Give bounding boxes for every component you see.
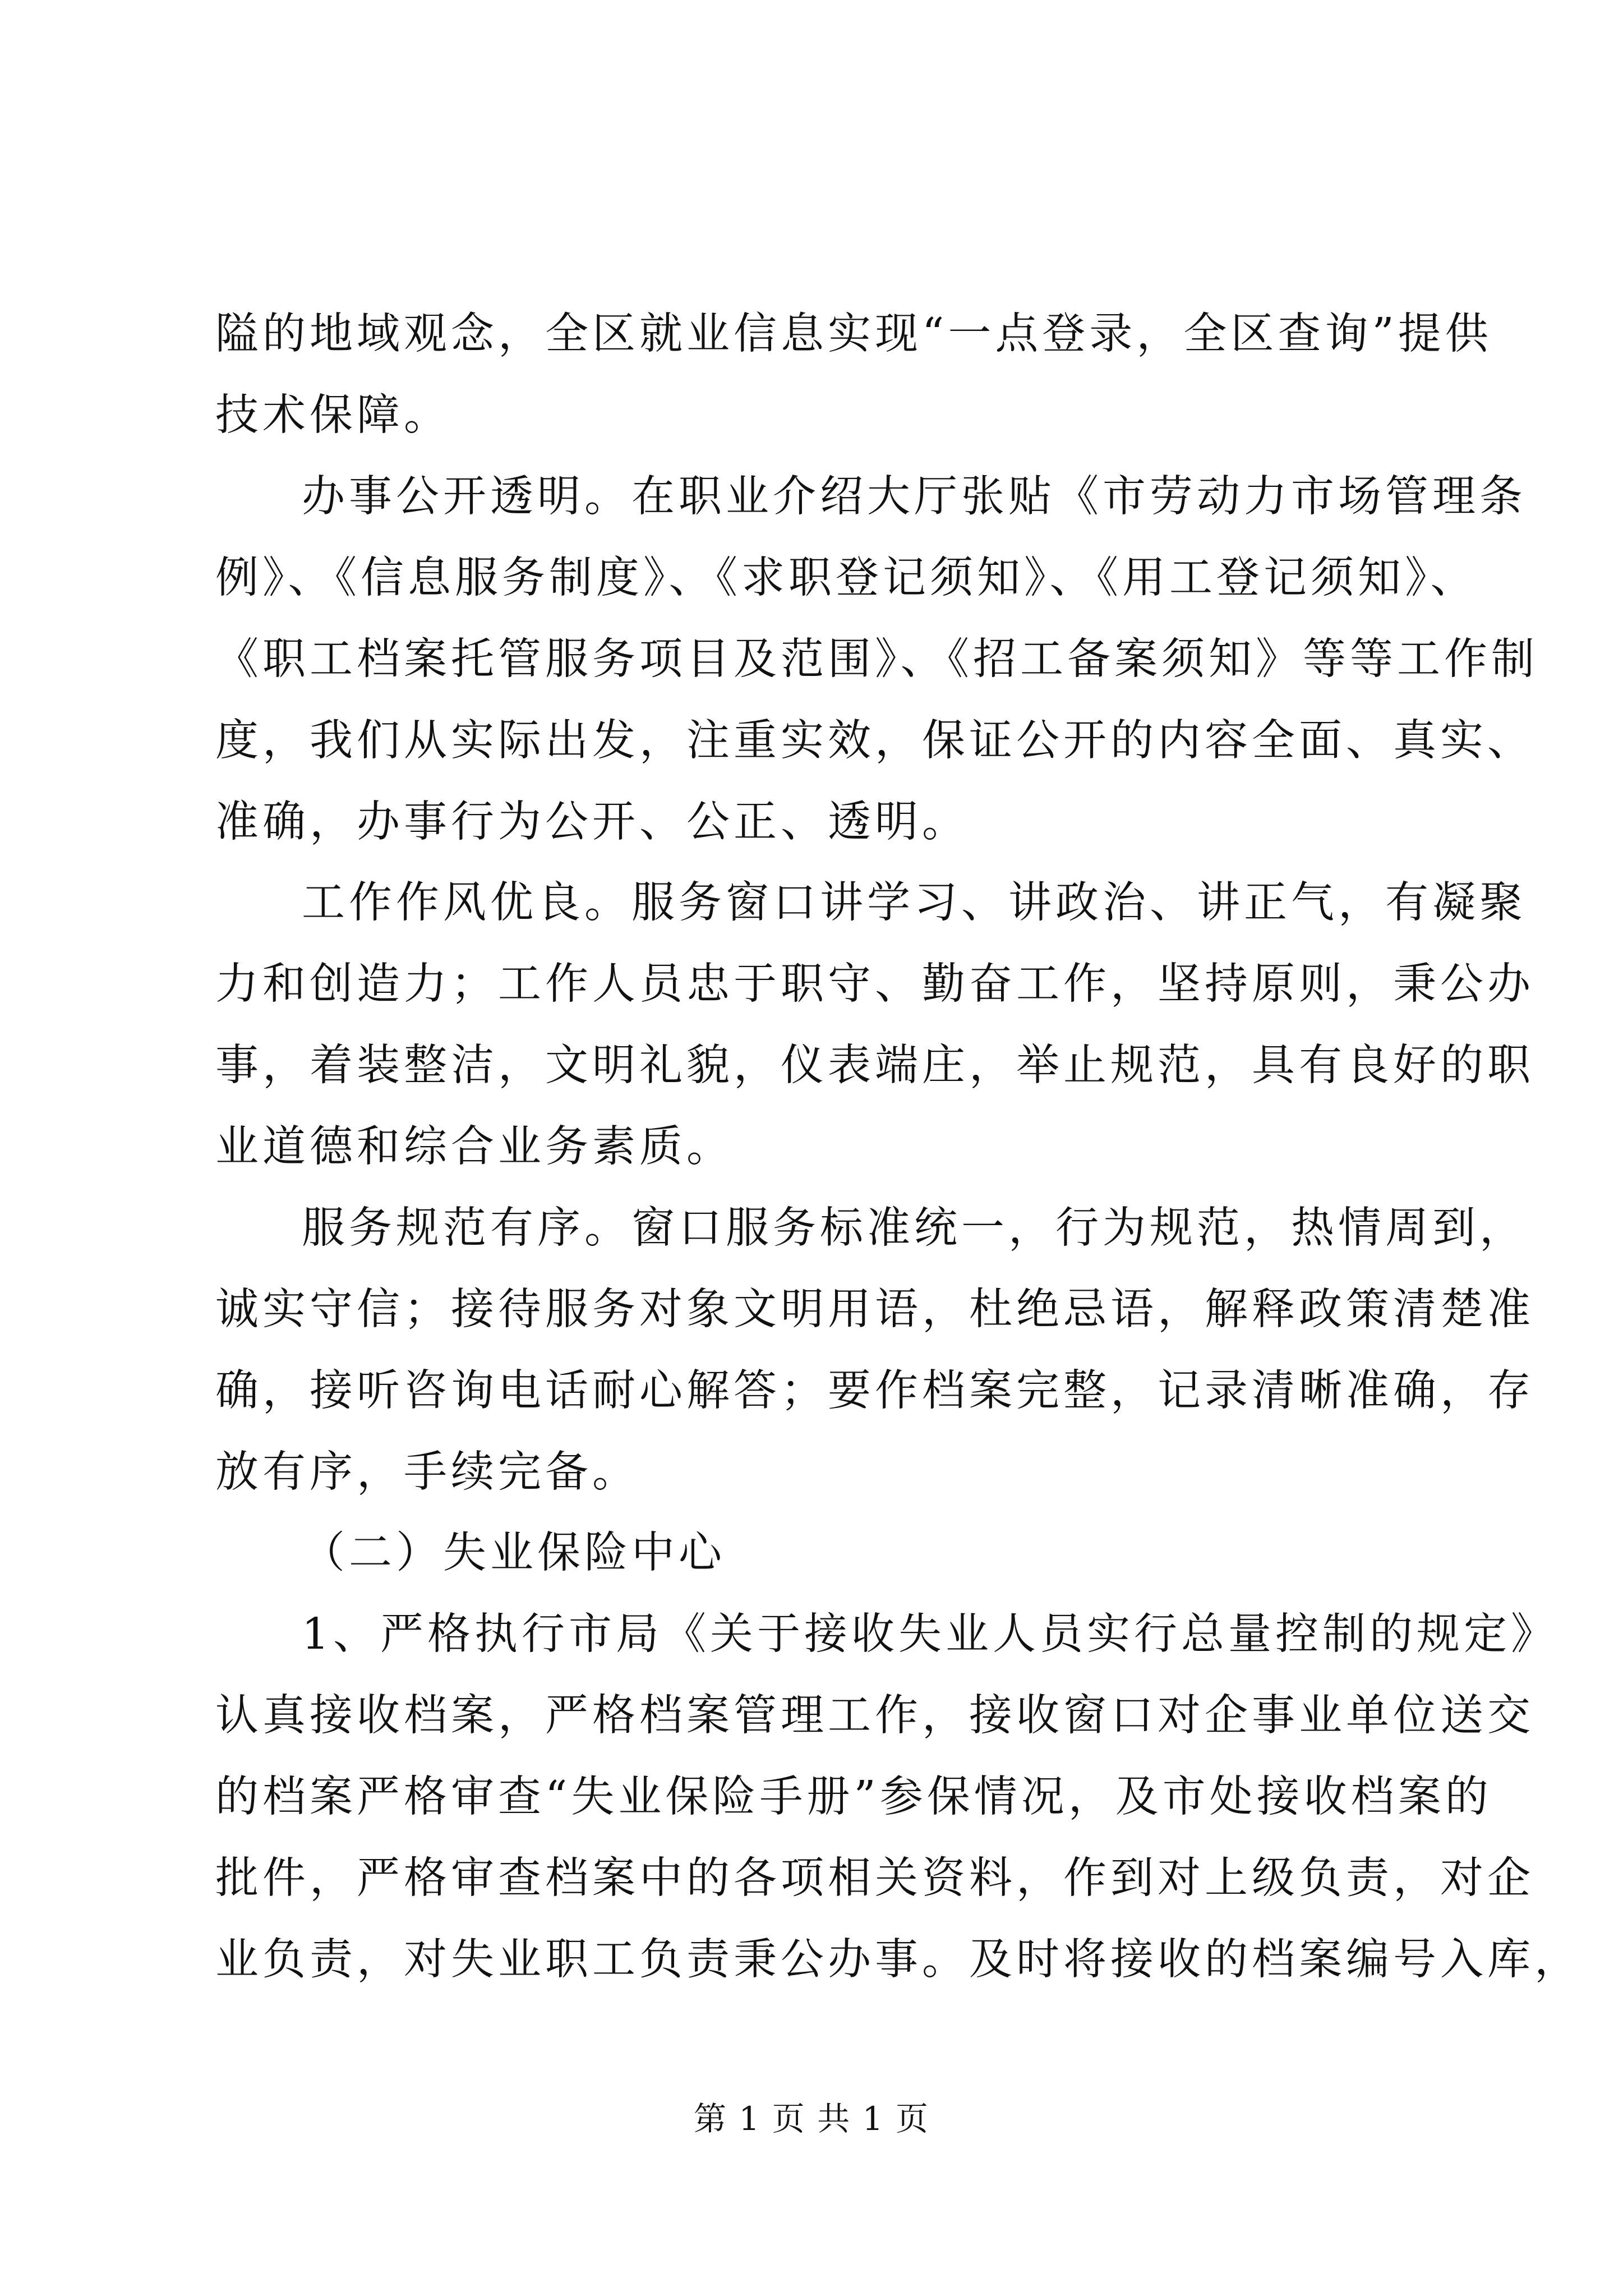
paragraph-start-line: 1、严格执行市局《关于接收失业人员实行总量控制的规定》 [302, 1609, 1558, 1659]
text-line: 《职工档案托管服务项目及范围》、《招工备案须知》等等工作制 [215, 634, 1538, 684]
text-line: 的档案严格审查“失业保险手册”参保情况，及市处接收档案的 [215, 1772, 1492, 1822]
text-line: 批件，严格审查档案中的各项相关资料，作到对上级负责，对企 [215, 1853, 1534, 1903]
text-line: 隘的地域观念，全区就业信息实现“一点登录，全区查询”提供 [215, 309, 1492, 359]
section-heading: （二）失业保险中心 [302, 1528, 726, 1578]
text-line: 力和创造力；工作人员忠于职守、勤奋工作，坚持原则，秉公办 [215, 959, 1534, 1009]
paragraph-start-line: 办事公开透明。在职业介绍大厅张贴《市劳动力市场管理条 [302, 472, 1527, 522]
text-line: 例》、《信息服务制度》、《求职登记须知》、《用工登记须知》、 [215, 553, 1478, 603]
text-line: 确，接听咨询电话耐心解答；要作档案完整，记录清晰准确，存 [215, 1366, 1534, 1416]
text-line: 放有序，手续完备。 [215, 1447, 639, 1497]
page-footer: 第 1 页 共 1 页 [694, 2100, 929, 2138]
paragraph-start-line: 工作作风优良。服务窗口讲学习、讲政治、讲正气，有凝聚 [302, 878, 1527, 928]
text-line: 准确，办事行为公开、公正、透明。 [215, 797, 969, 847]
text-line: 事，着装整洁，文明礼貌，仪表端庄，举止规范，具有良好的职 [215, 1041, 1534, 1091]
text-line: 认真接收档案，严格档案管理工作，接收窗口对企事业单位送交 [215, 1691, 1534, 1741]
text-line: 业道德和综合业务素质。 [215, 1122, 734, 1172]
text-line: 度，我们从实际出发，注重实效，保证公开的内容全面、真实、 [215, 716, 1534, 766]
text-line: 业负责，对失业职工负责秉公办事。及时将接收的档案编号入库， [215, 1935, 1581, 1985]
text-line: 技术保障。 [215, 390, 451, 440]
paragraph-start-line: 服务规范有序。窗口服务标准统一，行为规范，热情周到， [302, 1203, 1527, 1253]
text-line: 诚实守信；接待服务对象文明用语，杜绝忌语，解释政策清楚准 [215, 1285, 1534, 1335]
